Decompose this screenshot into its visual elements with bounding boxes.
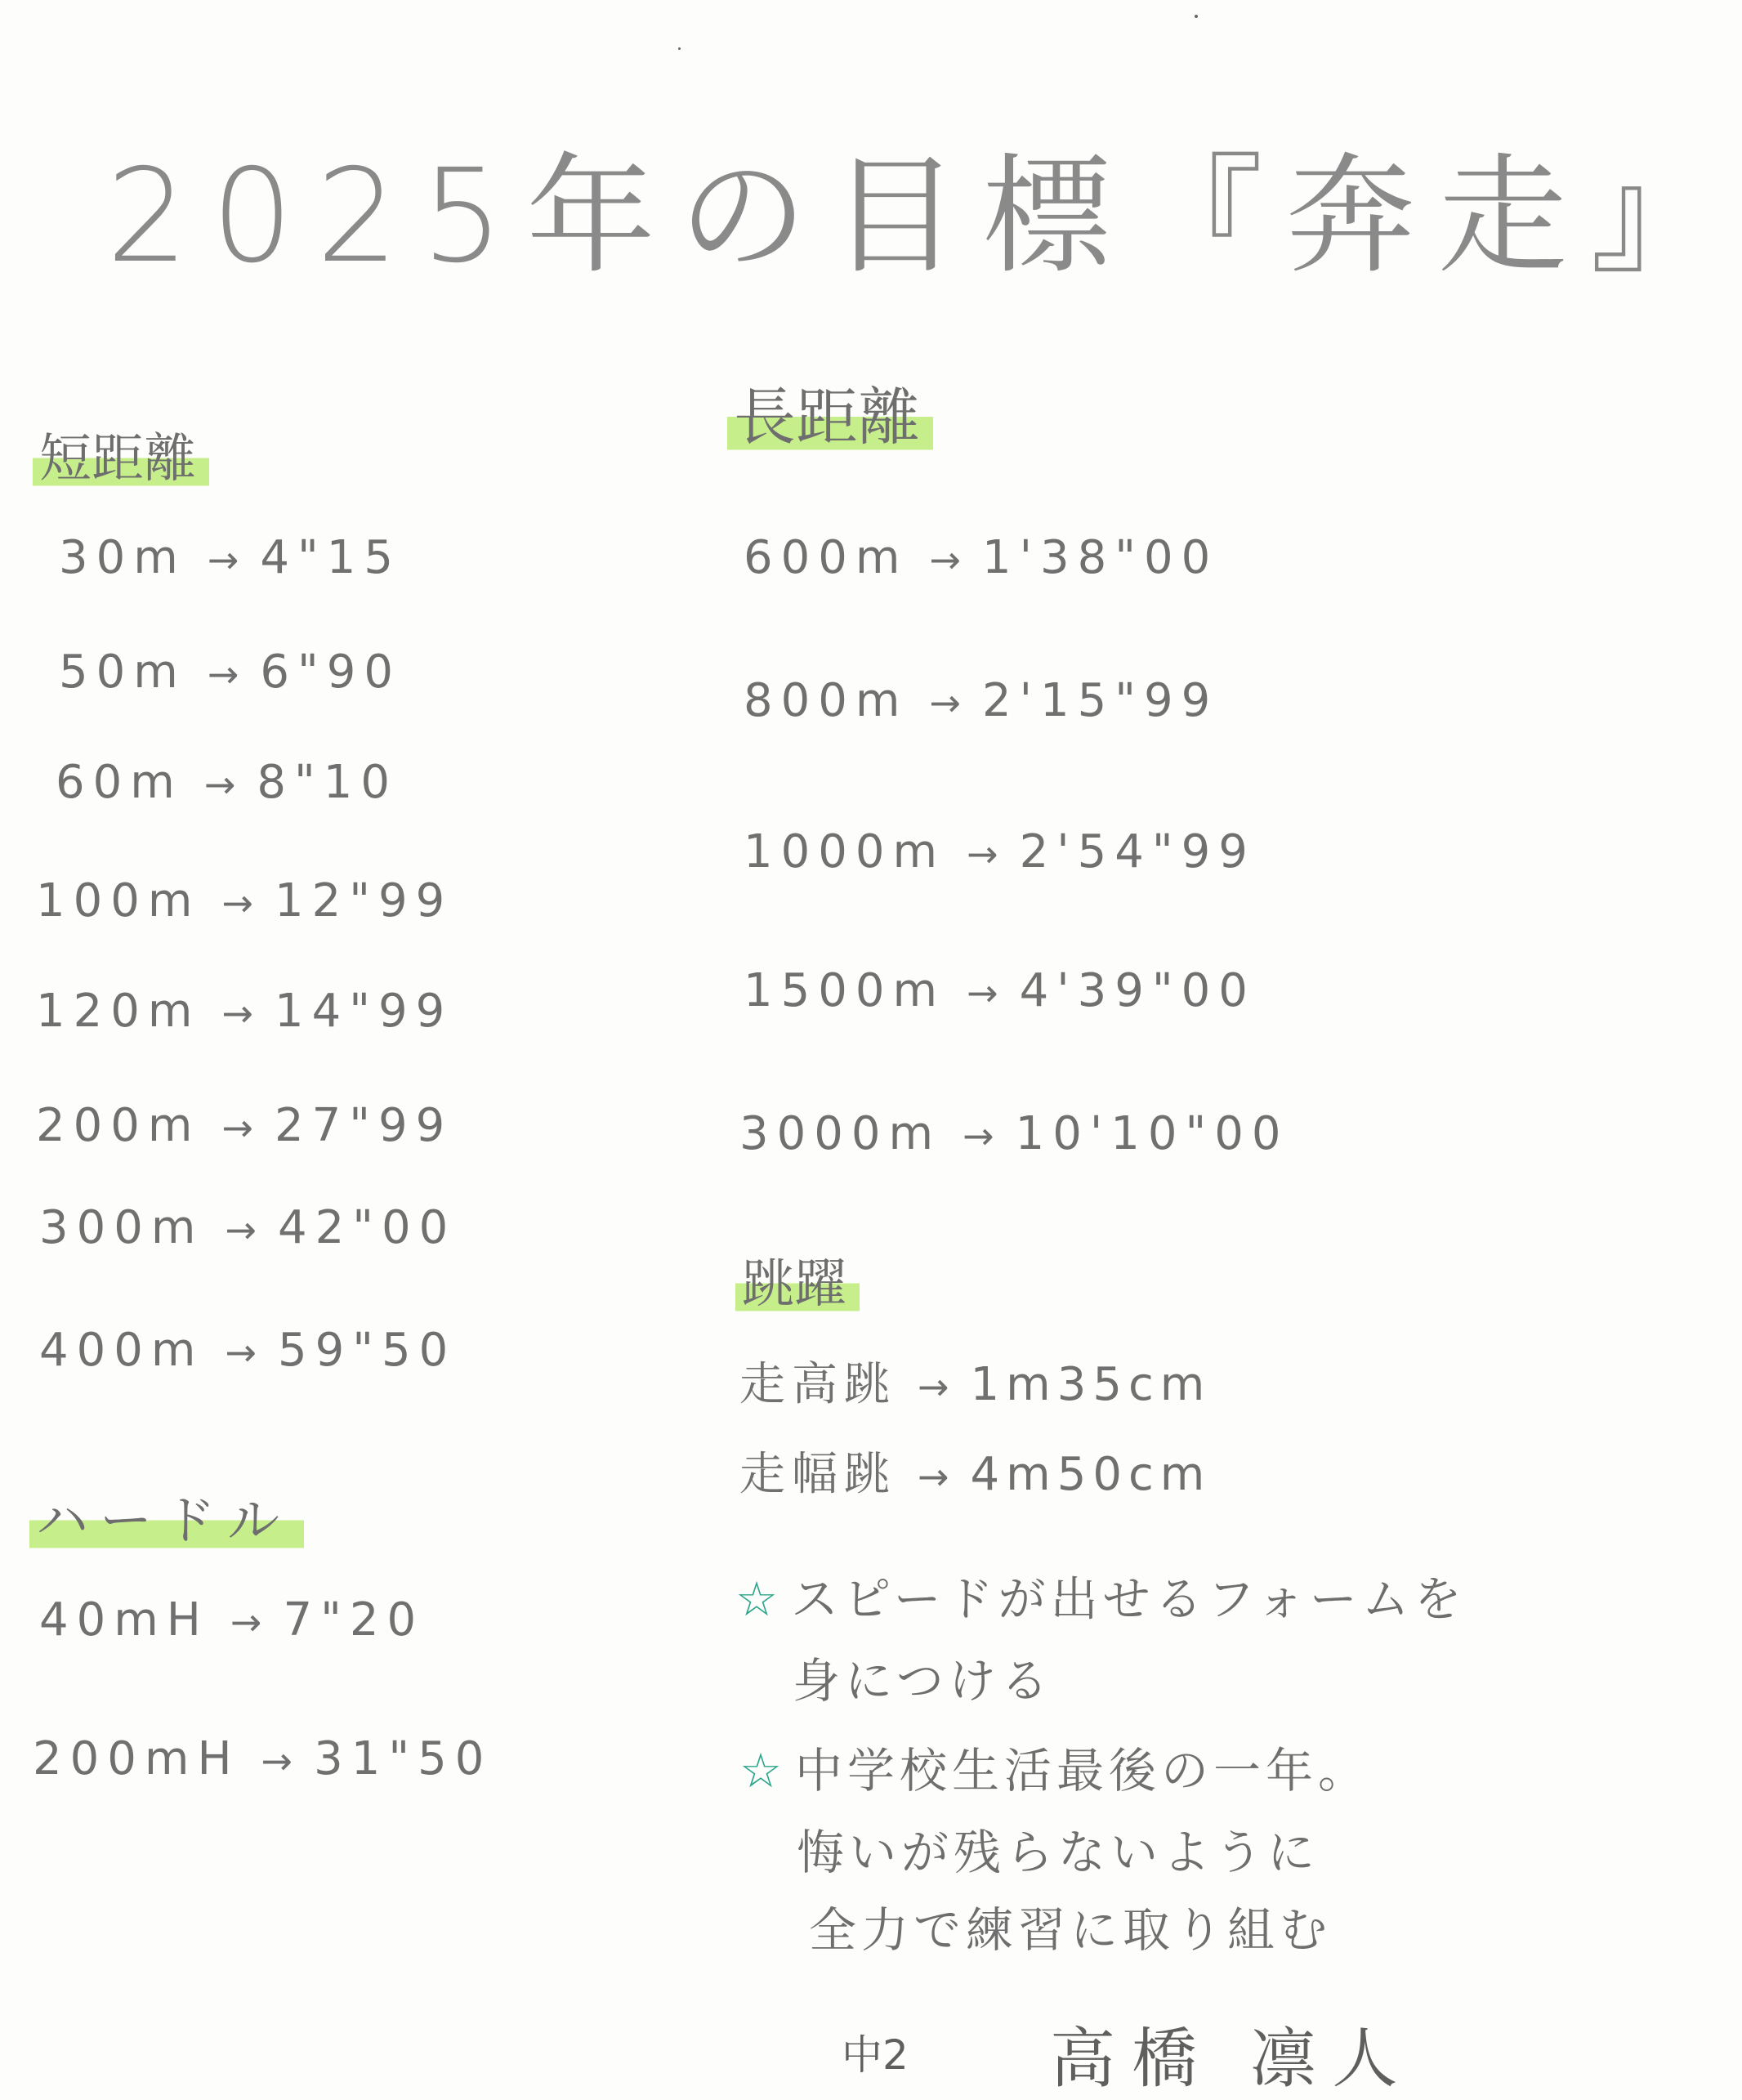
distance-target-time: 2'15"99	[981, 674, 1219, 727]
distance-distance: 1000m	[744, 825, 946, 878]
sprint-target-time: 8"10	[257, 756, 399, 809]
jump-target: 4m50cm	[970, 1448, 1212, 1501]
goal-line: ☆ スピードが出せるフォームを	[735, 1571, 1467, 1627]
distance-row	[744, 825, 1256, 878]
ink-dot	[1195, 15, 1198, 18]
distance-row	[744, 964, 1256, 1017]
distance-distance: 1500m	[744, 964, 946, 1017]
jump-event: 走高跳	[739, 1358, 896, 1411]
arrow-icon: →	[261, 1739, 293, 1783]
sprint-row	[59, 646, 401, 699]
ink-dot	[678, 47, 681, 50]
hurdles-row	[33, 1732, 492, 1785]
sprint-row	[59, 531, 401, 584]
sprint-target-time: 4"15	[260, 531, 402, 584]
arrow-icon: →	[967, 971, 998, 1015]
arrow-icon: →	[963, 1114, 994, 1158]
distance-distance: 600m	[744, 531, 909, 584]
goal-line: 身につける	[793, 1653, 1053, 1709]
sprint-distance: 200m	[36, 1099, 201, 1152]
distance-distance: 800m	[744, 674, 909, 727]
distance-row	[744, 674, 1218, 727]
arrow-icon: →	[221, 881, 253, 925]
sprint-row	[36, 1099, 453, 1152]
sprint-distance: 30m	[59, 531, 186, 584]
hurdles-distance: 200mH	[33, 1732, 240, 1785]
jump-target: 1m35cm	[970, 1358, 1212, 1411]
jump-event: 走幅跳	[739, 1448, 896, 1501]
goal-line: 全力で練習に取り組む	[809, 1902, 1333, 1958]
distance-target-time: 10'10"00	[1015, 1107, 1289, 1160]
arrow-icon: →	[918, 1454, 949, 1499]
sprint-row	[36, 874, 453, 927]
distance-target-time: 4'39"00	[1019, 964, 1256, 1017]
arrow-icon: →	[203, 762, 236, 806]
sprint-heading: 短距離	[33, 417, 209, 492]
page-title: 2025年の目標『奔走』	[106, 141, 1742, 292]
distance-heading: 長距離	[727, 368, 933, 457]
sprint-distance: 60m	[56, 756, 183, 809]
jumps-row	[739, 1348, 1211, 1414]
hurdles-distance: 40mH	[39, 1593, 209, 1646]
hurdles-row	[39, 1593, 424, 1646]
jumps-row	[739, 1438, 1211, 1504]
sprint-target-time: 59"50	[277, 1324, 457, 1377]
sprint-row	[36, 985, 453, 1038]
arrow-icon: →	[918, 1365, 949, 1409]
arrow-icon: →	[207, 652, 239, 696]
sprint-target-time: 12"99	[274, 874, 453, 927]
author-name: 高橋 凛人	[1050, 2021, 1414, 2097]
sprint-distance: 300m	[39, 1201, 204, 1254]
sprint-target-time: 27"99	[274, 1099, 453, 1152]
distance-target-time: 1'38"00	[981, 531, 1219, 584]
star-icon: ☆	[735, 1571, 783, 1627]
arrow-icon: →	[221, 991, 253, 1035]
sprint-row	[39, 1324, 456, 1377]
star-icon: ☆	[739, 1743, 787, 1798]
sprint-target-time: 6"90	[260, 646, 402, 699]
sprint-row	[56, 756, 398, 809]
hurdles-heading: ハードル	[29, 1479, 304, 1554]
sprint-distance: 400m	[39, 1324, 204, 1377]
arrow-icon: →	[967, 832, 998, 876]
distance-target-time: 2'54"99	[1019, 825, 1256, 878]
sprint-row	[39, 1201, 456, 1254]
arrow-icon: →	[225, 1330, 257, 1374]
distance-distance: 3000m	[739, 1107, 942, 1160]
arrow-icon: →	[929, 538, 961, 582]
arrow-icon: →	[929, 681, 961, 725]
arrow-icon: →	[225, 1208, 257, 1252]
hurdles-target-time: 7"20	[283, 1593, 425, 1646]
arrow-icon: →	[207, 538, 239, 582]
distance-row	[744, 531, 1218, 584]
hurdles-target-time: 31"50	[314, 1732, 493, 1785]
arrow-icon: →	[230, 1600, 262, 1644]
sprint-distance: 50m	[59, 646, 186, 699]
jumps-heading: 跳躍	[735, 1242, 860, 1317]
sprint-distance: 100m	[36, 874, 201, 927]
arrow-icon: →	[221, 1106, 253, 1150]
goal-line: 悔いが残らないように	[797, 1825, 1320, 1880]
distance-row	[739, 1107, 1289, 1160]
goal-line: ☆ 中学校生活最後の一年。	[739, 1743, 1371, 1798]
grade-label: 中2	[842, 2031, 909, 2079]
sprint-distance: 120m	[36, 985, 201, 1038]
sprint-target-time: 42"00	[277, 1201, 457, 1254]
sprint-target-time: 14"99	[274, 985, 453, 1038]
